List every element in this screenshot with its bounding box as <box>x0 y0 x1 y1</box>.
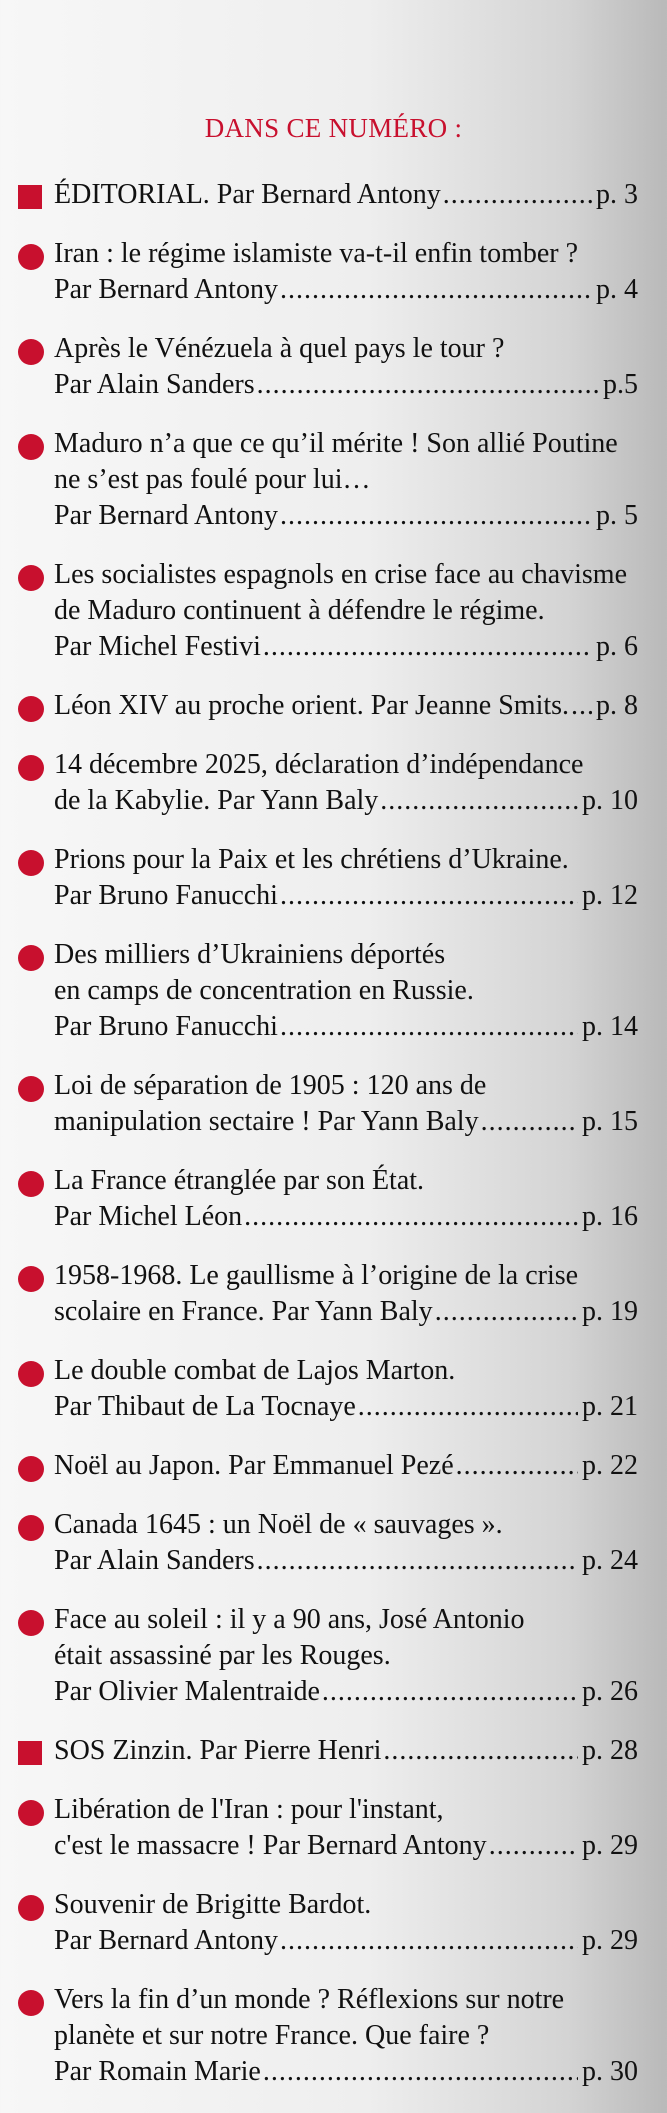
toc-entry-line <box>54 1887 638 1923</box>
toc-entry-title: planète et sur notre France. Que faire ? <box>54 2020 490 2051</box>
toc-entry-line <box>54 1638 638 1674</box>
toc-entry-title: de la Kabylie. Par Yann Baly <box>54 785 379 816</box>
toc-entry <box>18 1068 638 1140</box>
toc-entry-title: Par Alain Sanders <box>54 1545 255 1576</box>
toc-entry-title: 14 décembre 2025, déclaration d’indépendance <box>54 749 584 780</box>
toc-entry <box>18 688 638 724</box>
toc-entry-line <box>54 878 638 914</box>
circle-bullet-icon <box>18 1076 44 1102</box>
toc-page-number: p. 4 <box>596 274 638 305</box>
toc-entry-line <box>54 1104 638 1140</box>
dot-leader <box>257 367 599 403</box>
toc-page-number: p. 12 <box>582 880 638 911</box>
toc-entry-line <box>54 1507 638 1543</box>
toc-page-number: p. 15 <box>582 1106 638 1137</box>
circle-bullet-icon <box>18 755 44 781</box>
circle-bullet-icon <box>18 1990 44 2016</box>
toc-entry-title: Par Michel Festivi <box>54 631 261 662</box>
toc-entry <box>18 842 638 914</box>
toc-entry-title: Iran : le régime islamiste va-t-il enfin tomber ? <box>54 238 579 269</box>
toc-entry-line <box>54 1294 638 1330</box>
toc-entry-title: en camps de concentration en Russie. <box>54 975 474 1006</box>
toc-entry-title: Libération de l'Iran : pour l'instant, <box>54 1794 444 1825</box>
circle-bullet-icon <box>18 244 44 270</box>
toc-page-number: p. 19 <box>582 1296 638 1327</box>
toc-entry <box>18 1448 638 1484</box>
circle-bullet-icon <box>18 1266 44 1292</box>
toc-entry-title: Léon XIV au proche orient. Par Jeanne Smits. <box>54 690 570 721</box>
dot-leader <box>380 783 578 819</box>
toc-page-number: p.5 <box>603 369 638 400</box>
toc-entry <box>18 1353 638 1425</box>
toc-entry-line <box>54 937 638 973</box>
circle-bullet-icon <box>18 1456 44 1482</box>
toc-entry-line <box>54 1068 638 1104</box>
toc-entry-title: ÉDITORIAL. Par Bernard Antony <box>54 179 441 210</box>
toc-entry-line <box>54 747 638 783</box>
toc-entry-title: Par Bruno Fanucchi <box>54 880 278 911</box>
circle-bullet-icon <box>18 850 44 876</box>
circle-bullet-icon <box>18 1171 44 1197</box>
dot-leader <box>280 272 592 308</box>
toc-page-number: p. 8 <box>596 690 638 721</box>
toc-entry-title: Des milliers d’Ukrainiens déportés <box>54 939 446 970</box>
toc-entry <box>18 331 638 403</box>
circle-bullet-icon <box>18 1895 44 1921</box>
toc-entry-title: Canada 1645 : un Noël de « sauvages ». <box>54 1509 503 1540</box>
toc-entry <box>18 1258 638 1330</box>
toc-entry-title: La France étranglée par son État. <box>54 1165 425 1196</box>
dot-leader <box>571 688 592 724</box>
toc-page-number: p. 29 <box>582 1925 638 1956</box>
table-of-contents <box>18 177 638 2113</box>
toc-entry <box>18 236 638 308</box>
toc-entry-title: Par Bruno Fanucchi <box>54 1011 278 1042</box>
toc-entry-title: Maduro n’a que ce qu’il mérite ! Son allié Poutine <box>54 428 618 459</box>
toc-entry-title: Souvenir de Brigitte Bardot. <box>54 1889 372 1920</box>
dot-leader <box>322 1674 578 1710</box>
toc-entry-line <box>54 557 638 593</box>
toc-entry-title: Par Olivier Malentraide <box>54 1676 320 1707</box>
dot-leader <box>435 1294 578 1330</box>
dot-leader <box>280 1923 578 1959</box>
toc-page-number: p. 6 <box>596 631 638 662</box>
toc-entry-title: SOS Zinzin. Par Pierre Henri <box>54 1735 382 1766</box>
toc-entry-line <box>54 1602 638 1638</box>
toc-entry-title: Par Bernard Antony <box>54 500 278 531</box>
toc-page-number: p. 14 <box>582 1011 638 1042</box>
toc-entry-line <box>54 593 638 629</box>
toc-page-number: p. 22 <box>582 1450 638 1481</box>
toc-entry-line <box>54 1448 638 1484</box>
toc-page-number: p. 16 <box>582 1201 638 1232</box>
toc-entry-line <box>54 1982 638 2018</box>
toc-page-number: p. 24 <box>582 1545 638 1576</box>
circle-bullet-icon <box>18 339 44 365</box>
toc-entry <box>18 1792 638 1864</box>
toc-entry-line <box>54 1199 638 1235</box>
dot-leader <box>481 1104 578 1140</box>
toc-page-number: p. 29 <box>582 1830 638 1861</box>
toc-page-number: p. 21 <box>582 1391 638 1422</box>
toc-entry-title: Par Alain Sanders <box>54 369 255 400</box>
toc-entry-line <box>54 629 638 665</box>
toc-entry-title: Par Bernard Antony <box>54 1925 278 1956</box>
toc-entry-title: était assassiné par les Rouges. <box>54 1640 391 1671</box>
toc-entry-title: Le double combat de Lajos Marton. <box>54 1355 456 1386</box>
toc-entry <box>18 937 638 1045</box>
dot-leader <box>263 2054 578 2090</box>
toc-entry <box>18 1733 638 1769</box>
toc-entry-line <box>54 1733 638 1769</box>
toc-entry <box>18 557 638 665</box>
circle-bullet-icon <box>18 1800 44 1826</box>
toc-entry-title: Face au soleil : il y a 90 ans, José Antonio <box>54 1604 525 1635</box>
circle-bullet-icon <box>18 434 44 460</box>
toc-entry-line <box>54 783 638 819</box>
toc-entry-line <box>54 1674 638 1710</box>
dot-leader <box>489 1828 578 1864</box>
toc-page-number: p. 3 <box>596 179 638 210</box>
toc-page-number: p. 10 <box>582 785 638 816</box>
toc-entry-title: Après le Vénézuela à quel pays le tour ? <box>54 333 505 364</box>
toc-heading: DANS CE NUMÉRO : <box>204 113 463 143</box>
toc-entry-line <box>54 2018 638 2054</box>
toc-entry-title: Par Thibaut de La Tocnaye <box>54 1391 356 1422</box>
toc-entry-title: ne s’est pas foulé pour lui… <box>54 464 371 495</box>
dot-leader <box>280 498 592 534</box>
toc-entry-title: Noël au Japon. Par Emmanuel Pezé <box>54 1450 454 1481</box>
toc-entry-title: c'est le massacre ! Par Bernard Antony <box>54 1830 487 1861</box>
toc-entry-line <box>54 177 638 213</box>
toc-page-number: p. 5 <box>596 500 638 531</box>
toc-entry <box>18 1982 638 2090</box>
dot-leader <box>456 1448 578 1484</box>
toc-entry-line <box>54 426 638 462</box>
toc-entry-line <box>54 498 638 534</box>
dot-leader <box>358 1389 578 1425</box>
toc-entry <box>18 1602 638 1710</box>
toc-page-number: p. 28 <box>582 1735 638 1766</box>
toc-entry-line <box>54 272 638 308</box>
toc-entry-title: Prions pour la Paix et les chrétiens d’Ukraine. <box>54 844 569 875</box>
toc-entry <box>18 1887 638 1959</box>
toc-entry <box>18 1507 638 1579</box>
toc-entry-line <box>54 1389 638 1425</box>
toc-entry-title: Par Bernard Antony <box>54 274 278 305</box>
toc-entry-title: de Maduro continuent à défendre le régime. <box>54 595 545 626</box>
dot-leader <box>443 177 592 213</box>
dot-leader <box>244 1199 578 1235</box>
toc-entry-line <box>54 1353 638 1389</box>
dot-leader <box>263 629 592 665</box>
dot-leader <box>280 878 578 914</box>
toc-entry-line <box>54 1163 638 1199</box>
toc-entry-line <box>54 1543 638 1579</box>
circle-bullet-icon <box>18 1610 44 1636</box>
toc-entry-line <box>54 1923 638 1959</box>
toc-entry-title: 1958-1968. Le gaullisme à l’origine de la crise <box>54 1260 579 1291</box>
toc-entry-title: Vers la fin d’un monde ? Réflexions sur notre <box>54 1984 565 2015</box>
circle-bullet-icon <box>18 565 44 591</box>
dot-leader <box>383 1733 578 1769</box>
dot-leader <box>257 1543 578 1579</box>
toc-entry-line <box>54 973 638 1009</box>
circle-bullet-icon <box>18 1515 44 1541</box>
circle-bullet-icon <box>18 945 44 971</box>
toc-entry <box>18 747 638 819</box>
toc-entry-title: scolaire en France. Par Yann Baly <box>54 1296 433 1327</box>
toc-entry-title: manipulation sectaire ! Par Yann Baly <box>54 1106 479 1137</box>
square-bullet-icon <box>18 185 42 209</box>
toc-entry-title: Les socialistes espagnols en crise face au chavisme <box>54 559 628 590</box>
toc-entry-line <box>54 688 638 724</box>
toc-entry-line <box>54 236 638 272</box>
toc-entry-line <box>54 1258 638 1294</box>
toc-entry-line <box>54 462 638 498</box>
square-bullet-icon <box>18 1741 42 1765</box>
toc-entry <box>18 426 638 534</box>
toc-entry-line <box>54 2054 638 2090</box>
toc-entry-line <box>54 367 638 403</box>
dot-leader <box>280 1009 578 1045</box>
circle-bullet-icon <box>18 1361 44 1387</box>
toc-entry-title: Par Michel Léon <box>54 1201 243 1232</box>
toc-entry-line <box>54 1792 638 1828</box>
circle-bullet-icon <box>18 696 44 722</box>
toc-entry-title: Loi de séparation de 1905 : 120 ans de <box>54 1070 487 1101</box>
toc-page-number: p. 30 <box>582 2056 638 2087</box>
toc-entry-line <box>54 331 638 367</box>
toc-entry <box>18 1163 638 1235</box>
toc-entry-line <box>54 1009 638 1045</box>
toc-entry-line <box>54 1828 638 1864</box>
toc-entry <box>18 177 638 213</box>
toc-entry-line <box>54 842 638 878</box>
toc-page-number: p. 26 <box>582 1676 638 1707</box>
toc-entry-title: Par Romain Marie <box>54 2056 261 2087</box>
